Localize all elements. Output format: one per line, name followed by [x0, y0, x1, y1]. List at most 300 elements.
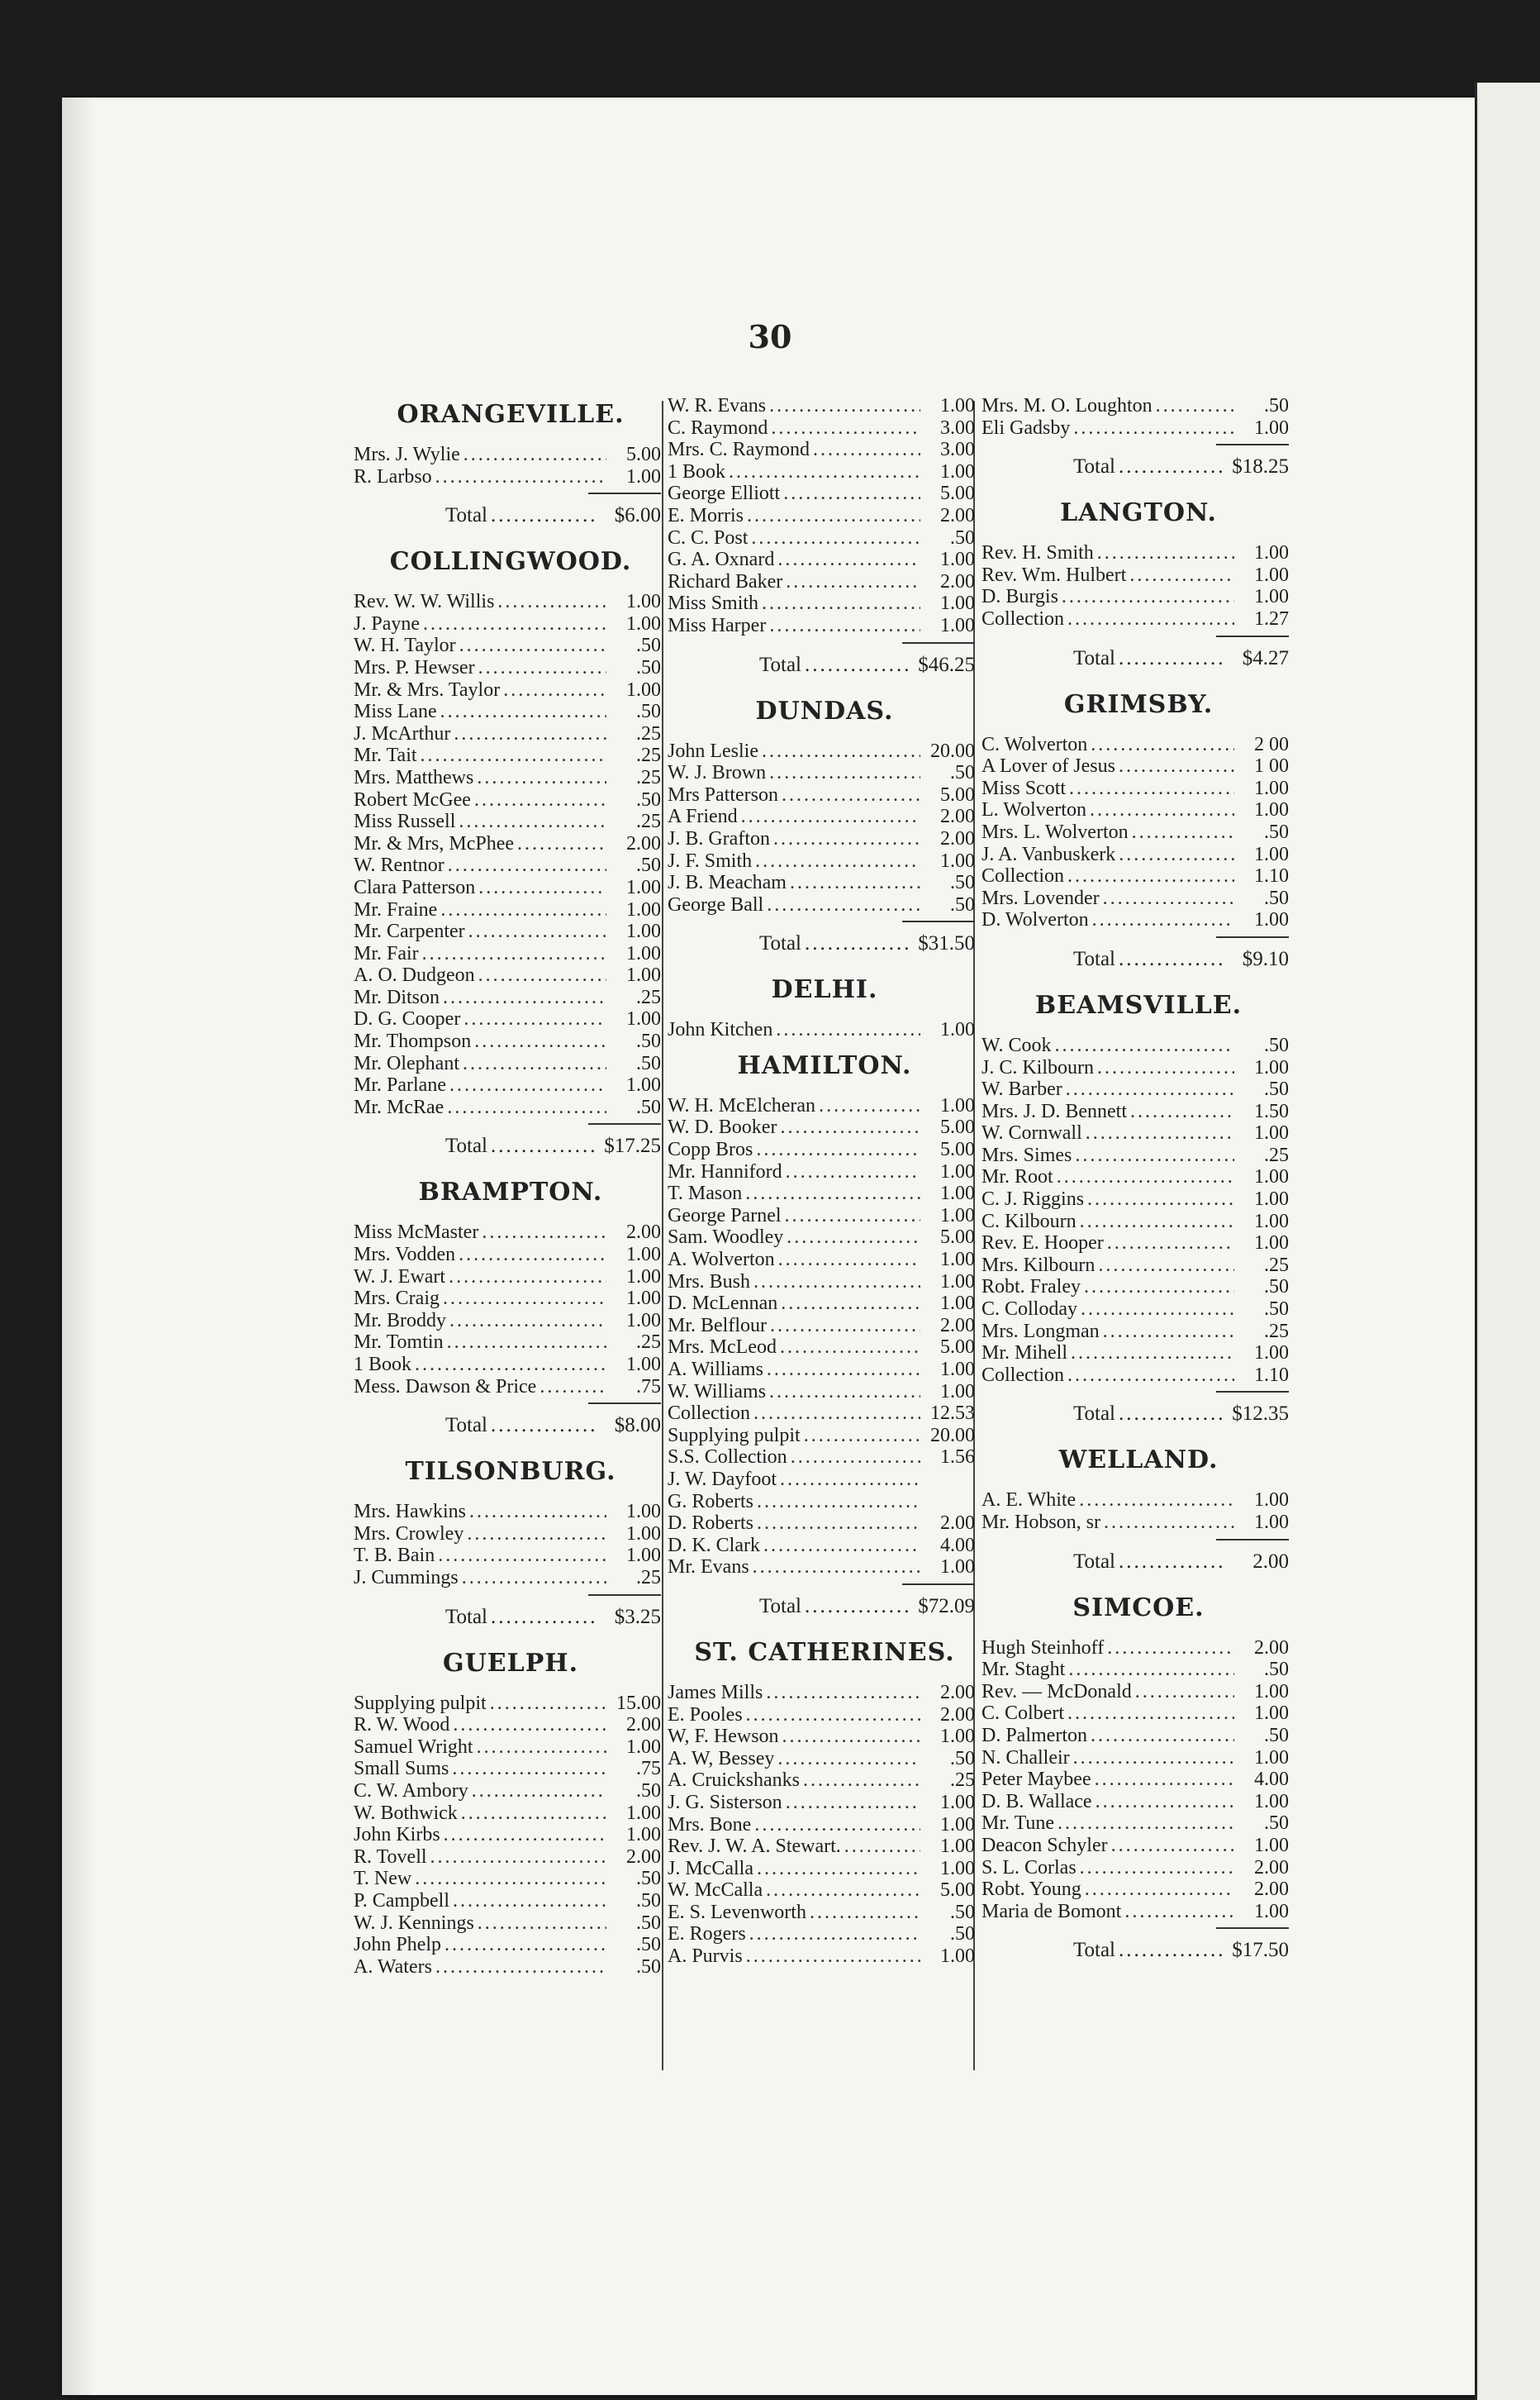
leader-dots [482, 1221, 606, 1244]
donor-name: Mrs. Bush [668, 1270, 751, 1293]
leader-dots [805, 932, 912, 955]
section-heading: ORANGEVILLE. [397, 400, 625, 429]
entry-row [982, 1276, 1289, 1298]
donor-name: Miss Scott [982, 777, 1067, 799]
entry-row [354, 1567, 661, 1589]
donation-amount: 2.00 [940, 504, 975, 526]
entry-row [354, 1802, 661, 1825]
entry-list [982, 1035, 1289, 1387]
leader-dots [1071, 1342, 1234, 1364]
donation-amount: .75 [636, 1758, 661, 1780]
donation-amount: 1.00 [626, 1008, 661, 1031]
leader-dots [786, 571, 920, 593]
entry-row [668, 1682, 975, 1704]
entry-row [982, 1188, 1289, 1211]
donor-name: S. L. Corlas [982, 1856, 1077, 1879]
leader-dots [767, 894, 920, 917]
total-amount: $12.35 [1232, 1402, 1289, 1426]
total-rule [1216, 1927, 1289, 1929]
donation-amount: .25 [1264, 1254, 1289, 1276]
total-row [982, 1547, 1295, 1583]
donation-amount: .50 [636, 1779, 661, 1802]
donation-amount: .50 [636, 701, 661, 723]
total-amount: $8.00 [614, 1414, 661, 1437]
donation-amount: .25 [1264, 1320, 1289, 1342]
section-heading: GRIMSBY. [1063, 689, 1214, 719]
entry-row [668, 850, 975, 873]
donation-amount: .50 [1264, 1079, 1289, 1101]
donor-name: Sam. Woodley [668, 1226, 784, 1249]
total-label: Total [1072, 646, 1115, 669]
donation-amount: 2 00 [1254, 733, 1289, 755]
donor-name: George Parnel [668, 1204, 782, 1226]
column-left [354, 395, 668, 1988]
donation-amount: 3.00 [940, 439, 975, 461]
donation-amount: .50 [950, 872, 975, 894]
donor-name: W. J. Kennings [354, 1912, 474, 1934]
leader-dots [463, 1008, 606, 1031]
leader-dots [786, 1161, 920, 1183]
leader-dots [810, 1902, 920, 1924]
leader-dots [1104, 1512, 1234, 1534]
total-label: Total [1072, 1939, 1115, 1962]
entry-row [668, 615, 975, 637]
donation-amount: 1.00 [940, 460, 975, 483]
donor-name: Robert McGee [354, 788, 471, 811]
entry-row [982, 564, 1289, 587]
entry-row [354, 1693, 661, 1715]
entry-row [354, 701, 661, 723]
section-heading: BEAMSVILLE. [1034, 990, 1243, 1020]
donor-name: J. B. Meacham [668, 872, 787, 894]
donation-amount: .25 [636, 986, 661, 1008]
donor-name: R. W. Wood [354, 1714, 450, 1736]
donation-amount: .25 [950, 1769, 975, 1792]
donor-name: John Leslie [668, 740, 758, 762]
leader-dots [757, 1491, 920, 1513]
donor-name: Mrs. Hawkins [354, 1501, 466, 1523]
donation-amount: 1.00 [1254, 843, 1289, 865]
leader-dots [1067, 1702, 1234, 1725]
entry-row [354, 943, 661, 965]
entry-row [668, 505, 975, 527]
total-rule [588, 1402, 661, 1404]
entry-row [668, 1019, 975, 1041]
leader-dots [762, 740, 920, 763]
leader-dots [447, 1097, 606, 1119]
leader-dots [767, 1359, 920, 1381]
donor-name: James Mills [668, 1681, 763, 1703]
donor-name: J. Cummings [354, 1566, 459, 1588]
total-rule [902, 921, 975, 922]
section-heading: LANGTON. [1060, 498, 1217, 528]
donor-name: Small Sums [354, 1758, 449, 1780]
donation-amount: 1.00 [626, 1824, 661, 1846]
leader-dots [1087, 1188, 1234, 1211]
donation-amount: 1.00 [1254, 586, 1289, 608]
donor-name: Mrs. Longman [982, 1320, 1100, 1342]
leader-dots [1097, 1057, 1234, 1079]
leader-dots [478, 1912, 606, 1935]
donor-name: George Ball [668, 893, 764, 916]
donation-amount: 1.00 [626, 964, 661, 987]
leader-dots [749, 1923, 920, 1945]
donation-amount: .50 [1264, 1724, 1289, 1746]
donor-name: A. Williams [668, 1359, 763, 1380]
entry-row [668, 1704, 975, 1726]
leader-dots [753, 1402, 920, 1425]
donation-amount: 2.00 [626, 1221, 661, 1244]
total-label: Total [444, 1414, 487, 1437]
donor-name: Mrs. L. Wolverton [982, 821, 1129, 843]
donor-name: Mrs. Crowley [354, 1522, 464, 1545]
donor-name: G. Roberts [668, 1490, 753, 1512]
donation-amount: 1.00 [626, 1265, 661, 1288]
leader-dots [421, 745, 606, 767]
donation-amount: 1.00 [940, 1183, 975, 1205]
entry-row [354, 899, 661, 921]
donor-name: Miss McMaster [354, 1221, 479, 1244]
donation-amount: 1.00 [1254, 777, 1289, 799]
donor-name: J. McArthur [354, 722, 451, 745]
leader-dots [478, 877, 606, 899]
donation-amount: 1.00 [940, 850, 975, 872]
donation-amount: 1.00 [940, 1380, 975, 1402]
leader-dots [438, 1545, 606, 1567]
entry-row [668, 1315, 975, 1337]
leader-dots [453, 1714, 606, 1736]
entry-list [982, 542, 1289, 630]
donor-name: E. S. Levenworth [668, 1901, 806, 1923]
entry-row [982, 1637, 1289, 1660]
donor-name: E. Pooles [668, 1703, 743, 1726]
donor-name: D. Roberts [668, 1512, 753, 1535]
entry-list [668, 1019, 975, 1041]
entry-row [668, 593, 975, 615]
donation-amount: 1.00 [940, 1249, 975, 1271]
ledger-section [354, 1649, 668, 1979]
donor-name: Mess. Dawson & Price [354, 1375, 537, 1398]
entry-row [982, 1857, 1289, 1879]
entry-row [668, 872, 975, 894]
leader-dots [780, 1469, 920, 1491]
entry-row [668, 417, 975, 440]
donor-name: C. Colloday [982, 1298, 1078, 1321]
donation-amount: .50 [636, 1912, 661, 1934]
entry-row [982, 909, 1289, 931]
donation-amount: 1 00 [1254, 755, 1289, 778]
entry-row [354, 1758, 661, 1780]
donation-amount: .50 [636, 855, 661, 877]
donation-amount: 4.00 [1254, 1769, 1289, 1791]
donation-amount: 1.00 [626, 898, 661, 921]
entry-row [668, 1336, 975, 1359]
donor-name: Rev. W. W. Willis [354, 591, 495, 613]
donation-amount: .50 [950, 526, 975, 549]
entry-row [354, 591, 661, 613]
entry-list [982, 1489, 1289, 1533]
donor-name: Miss Smith [668, 593, 759, 615]
leader-dots [435, 1956, 606, 1979]
leader-dots [777, 1748, 920, 1770]
section-heading: GUELPH. [442, 1648, 579, 1678]
donor-name: W. McCalla [668, 1879, 763, 1902]
donor-name: Mrs. Matthews [354, 766, 474, 788]
leader-dots [757, 1512, 920, 1535]
entry-row [668, 571, 975, 593]
donor-name: W. J. Ewart [354, 1265, 446, 1288]
leader-dots [449, 1266, 606, 1288]
entry-row [982, 586, 1289, 608]
leader-dots [422, 943, 606, 965]
leader-dots [1095, 1769, 1234, 1791]
leader-dots [1098, 1255, 1234, 1277]
leader-dots [746, 1945, 920, 1968]
entry-row [354, 1736, 661, 1759]
entry-row [354, 1074, 661, 1097]
donation-amount: .50 [1264, 1276, 1289, 1298]
entry-row [982, 1879, 1289, 1901]
donor-name: A. W, Bessey [668, 1747, 775, 1769]
leader-dots [783, 483, 920, 505]
donor-name: Collection [982, 1364, 1064, 1386]
donor-name: P. Campbell [354, 1889, 450, 1912]
leader-dots [753, 1556, 920, 1579]
entry-row [354, 964, 661, 987]
leader-dots [769, 615, 920, 637]
donor-name: Mr. Carpenter [354, 921, 465, 943]
entry-row [668, 1381, 975, 1403]
entry-row [354, 833, 661, 855]
entry-row [982, 1489, 1289, 1512]
donor-name: W, F. Hewson [668, 1726, 779, 1748]
donation-amount: .50 [950, 893, 975, 916]
donor-name: Mr. Root [982, 1166, 1053, 1188]
total-amount: $18.25 [1232, 455, 1289, 479]
entry-row [982, 1057, 1289, 1079]
total-rule [1216, 444, 1289, 445]
entry-row [982, 1101, 1289, 1123]
entry-row [668, 1814, 975, 1836]
donor-name: Mr. Broddy [354, 1309, 447, 1331]
entry-row [982, 1364, 1289, 1387]
donation-amount: .25 [1264, 1144, 1289, 1166]
donation-amount: 2.00 [626, 832, 661, 855]
entry-list [354, 444, 661, 488]
donor-name: Richard Baker [668, 570, 783, 593]
entry-row [354, 1714, 661, 1736]
leader-dots [1107, 1637, 1234, 1660]
donor-name: W. Cornwall [982, 1122, 1082, 1145]
leader-dots [785, 1205, 920, 1227]
entry-row [982, 1035, 1289, 1057]
donor-name: Copp Bros [668, 1139, 753, 1161]
donor-name: T. B. Bain [354, 1545, 435, 1567]
leader-dots [747, 505, 920, 527]
ledger-section [668, 395, 982, 687]
donation-amount: 1.00 [626, 1501, 661, 1523]
leader-dots [1097, 542, 1234, 564]
leader-dots [741, 806, 920, 828]
entry-row [354, 1310, 661, 1332]
leader-dots [782, 1726, 920, 1748]
donor-name: W. D. Booker [668, 1117, 777, 1139]
leader-dots [415, 1354, 606, 1376]
leader-dots [539, 1376, 606, 1398]
entry-row [354, 1008, 661, 1031]
donor-name: Hugh Steinhoff [982, 1636, 1105, 1659]
donor-name: T. Mason [668, 1183, 743, 1205]
donor-name: J. G. Sisterson [668, 1791, 782, 1813]
donation-amount: 20.00 [930, 740, 975, 762]
entry-row [354, 1890, 661, 1912]
donor-name: J. A. Vanbuskerk [982, 843, 1116, 865]
entry-row [354, 1266, 661, 1288]
total-rule [588, 1123, 661, 1125]
donor-name: R. Tovell [354, 1845, 427, 1868]
donation-amount: 1.00 [1254, 1166, 1289, 1188]
leader-dots [1069, 778, 1234, 800]
leader-dots [729, 461, 920, 483]
donor-name: Mr. Belflour [668, 1314, 767, 1336]
donation-amount: 1.00 [1254, 799, 1289, 821]
page-number: 30 [748, 318, 792, 355]
entry-row [668, 1858, 975, 1880]
donation-amount: 1.00 [1254, 1512, 1289, 1533]
entry-row [354, 1824, 661, 1846]
donor-name: Mr. Tomtin [354, 1331, 444, 1354]
leader-dots [778, 1249, 920, 1271]
donation-amount: 1.00 [940, 1556, 975, 1579]
leader-dots [769, 762, 920, 784]
donor-name: Miss Harper [668, 614, 767, 636]
leader-dots [443, 1288, 606, 1310]
total-rule [902, 1583, 975, 1585]
entry-row [982, 1812, 1289, 1835]
donor-name: Mr. Hobson, sr [982, 1512, 1101, 1533]
leader-dots [762, 593, 920, 615]
donation-amount: 1.00 [626, 612, 661, 635]
entry-row [354, 613, 661, 636]
total-label: Total [1072, 1402, 1115, 1426]
total-label: Total [444, 504, 487, 527]
donation-amount: 1.00 [940, 395, 975, 417]
entry-row [668, 1491, 975, 1513]
ledger-section [982, 1445, 1295, 1583]
entry-row [982, 1122, 1289, 1145]
total-row [982, 1399, 1295, 1436]
entry-row [668, 1095, 975, 1117]
total-row [354, 1602, 668, 1639]
entry-row [668, 1183, 975, 1205]
leader-dots [1081, 1298, 1234, 1321]
donation-amount: 1.00 [940, 1359, 975, 1380]
donor-name: J. Payne [354, 612, 420, 635]
donation-amount: 12.53 [930, 1402, 975, 1425]
donor-name: D. B. Wallace [982, 1790, 1092, 1812]
donation-amount: 1.00 [1254, 1900, 1289, 1922]
donor-name: Mr. Parlane [354, 1074, 446, 1097]
donation-amount: 1.00 [940, 1945, 975, 1968]
donor-name: Mrs. P. Hewser [354, 656, 475, 679]
entry-row [668, 1205, 975, 1227]
donation-amount: .50 [636, 1868, 661, 1890]
donation-amount: .50 [1264, 821, 1289, 843]
entry-list [354, 1221, 661, 1398]
leader-dots [440, 899, 606, 921]
donation-amount: .50 [1264, 1812, 1289, 1835]
entry-row [982, 1702, 1289, 1725]
entry-row [354, 1221, 661, 1244]
ledger-section [982, 690, 1295, 981]
donor-name: Mrs. J. Wylie [354, 444, 460, 465]
entry-row [668, 1425, 975, 1447]
donation-amount: 1.00 [940, 1293, 975, 1315]
donor-name: Mr. Ditson [354, 986, 440, 1008]
donation-amount: 1.00 [626, 1354, 661, 1375]
donor-name: A Lover of Jesus [982, 755, 1115, 778]
leader-dots [1129, 564, 1234, 587]
leader-dots [1068, 1659, 1234, 1681]
donor-name: G. A. Oxnard [668, 549, 775, 571]
ledger-section [668, 1638, 982, 1968]
entry-row [982, 1901, 1289, 1923]
entry-row [982, 734, 1289, 756]
entry-row [982, 799, 1289, 821]
entry-row [354, 1846, 661, 1869]
donation-amount: 1.00 [626, 591, 661, 613]
donation-amount: 1.00 [1254, 417, 1289, 439]
entry-row [354, 1354, 661, 1376]
leader-dots [468, 921, 606, 943]
donation-amount: 5.00 [940, 783, 975, 806]
leader-dots [803, 1769, 920, 1792]
leader-dots [463, 444, 606, 466]
donation-amount: 20.00 [930, 1424, 975, 1446]
donor-name: Mrs. J. D. Bennett [982, 1100, 1127, 1122]
leader-dots [478, 657, 606, 679]
entry-list [354, 591, 661, 1118]
entry-row [668, 461, 975, 483]
leader-dots [459, 811, 606, 833]
donor-name: 1 Book [668, 460, 726, 483]
leader-dots [1080, 1211, 1234, 1233]
entry-row [354, 1545, 661, 1567]
donor-name: Mrs. Bone [668, 1813, 752, 1836]
entry-row [982, 417, 1289, 440]
leader-dots [474, 1031, 606, 1053]
leader-dots [787, 1226, 920, 1249]
leader-dots [474, 789, 606, 812]
entry-row [668, 740, 975, 763]
leader-dots [517, 833, 606, 855]
donation-amount: .50 [636, 1031, 661, 1053]
donation-amount: 1.00 [1254, 1790, 1289, 1812]
donation-amount: 1.00 [626, 1288, 661, 1310]
leader-dots [805, 654, 912, 677]
donor-name: Samuel Wright [354, 1736, 473, 1758]
donor-name: Mrs. Vodden [354, 1244, 456, 1266]
donation-amount: .50 [636, 788, 661, 811]
donation-amount: 1.10 [1254, 865, 1289, 888]
entry-row [354, 657, 661, 679]
entry-row [668, 527, 975, 550]
donor-name: John Kitchen [668, 1019, 773, 1041]
donor-name: J. F. Smith [668, 850, 753, 872]
leader-dots [1085, 1879, 1234, 1901]
donor-name: C. Raymond [668, 417, 768, 439]
entry-row [668, 1535, 975, 1557]
